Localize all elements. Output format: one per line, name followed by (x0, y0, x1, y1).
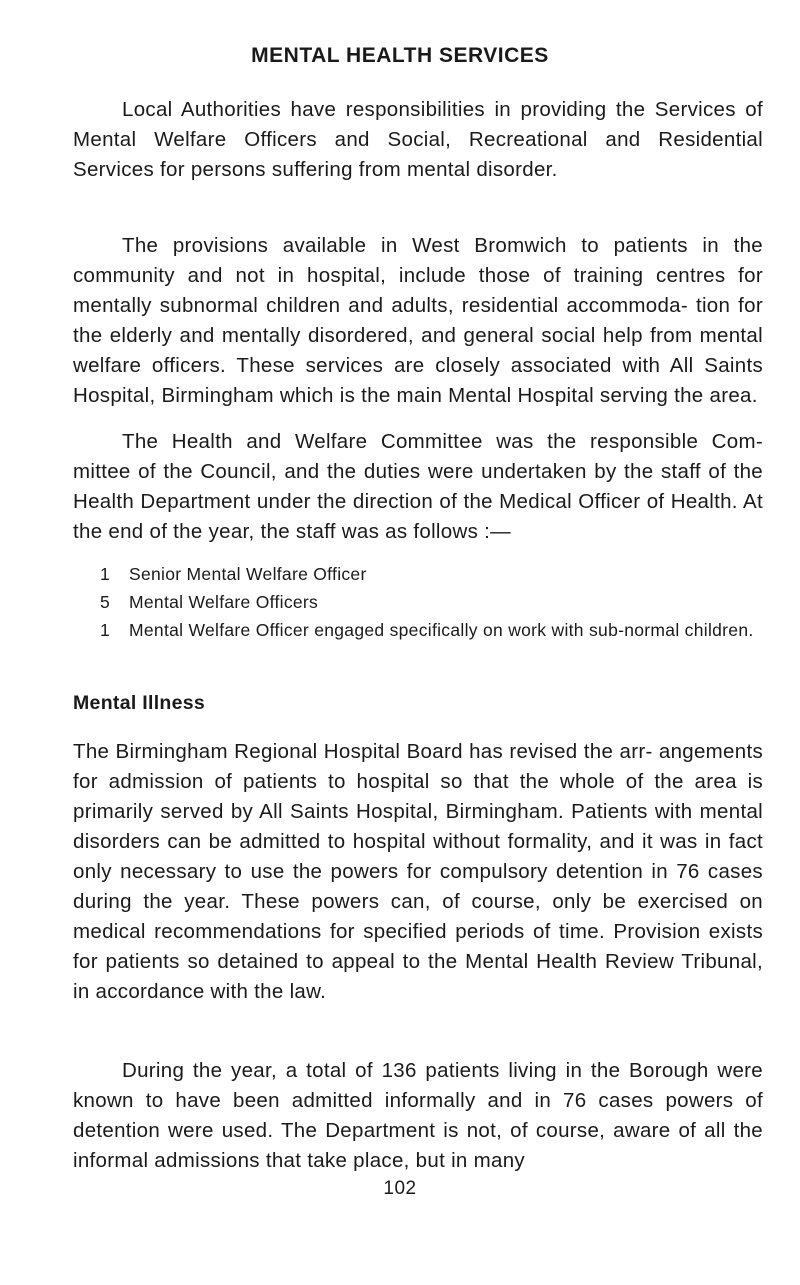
paragraph-provisions (73, 231, 763, 411)
staff-count: 1 (100, 564, 111, 584)
staff-role: Mental Welfare Officers (129, 592, 319, 612)
paragraph-regional-board (73, 737, 763, 1007)
page-number: 102 (383, 1178, 417, 1199)
paragraph-local-authorities (73, 95, 763, 185)
staff-list-item (100, 588, 760, 616)
paragraph-text: The Health and Welfare Committee was the responsible Com- mittee of the Council, and the duties were undertaken by the staff of the Health Department under the direction of the Medical Officer of Health. At the end of the year, the staff was as follows :— (73, 430, 763, 543)
staff-count: 1 (100, 620, 111, 640)
staff-role: Senior Mental Welfare Officer (129, 564, 367, 584)
paragraph-text: During the year, a total of 136 patients living in the Borough were known to have been admitted informally and in 76 cases powers of detention were used. The Department is not, of course, aware of all the informal admissions that take place, but in many (73, 1059, 763, 1172)
paragraph-text: The Birmingham Regional Hospital Board has revised the arr- angements for admission of patients to hospital so that the whole of the area is primarily served by All Saints Hospital, Birmingham. Patients with mental disorders can be admitted to hospital without formality, and it was in fact only necessary to use the powers for compulsory detention in 76 cases during the year. These powers can, of course, only be exercised on medical recommendations for specified periods of time. Provision exists for patients so detained to appeal to the Mental Health Review Tribunal, in accordance with the law. (73, 740, 763, 1003)
paragraph-admissions (73, 1056, 763, 1176)
paragraph-text: The provisions available in West Bromwich to patients in the community and not in hospital, include those of training centres for mentally subnormal children and adults, residential accommoda- tion for the elderly and mentally disordered, and general social help from mental welfare officers. These services are closely associated with All Saints Hospital, Birmingham which is the main Mental Hospital serving the area. (73, 234, 763, 407)
page-title: MENTAL HEALTH SERVICES (251, 44, 549, 67)
staff-list (100, 560, 760, 644)
staff-count: 5 (100, 592, 111, 612)
staff-list-item (100, 560, 760, 588)
paragraph-committee (73, 427, 763, 547)
staff-role: Mental Welfare Officer engaged specifically on work with sub-normal children. (129, 620, 754, 640)
paragraph-text: Local Authorities have responsibilities in providing the Services of Mental Welfare Officers and Social, Recreational and Residential Services for persons suffering from mental disorder. (73, 98, 763, 181)
staff-list-item (100, 616, 760, 644)
section-heading-mental-illness: Mental Illness (73, 692, 206, 714)
